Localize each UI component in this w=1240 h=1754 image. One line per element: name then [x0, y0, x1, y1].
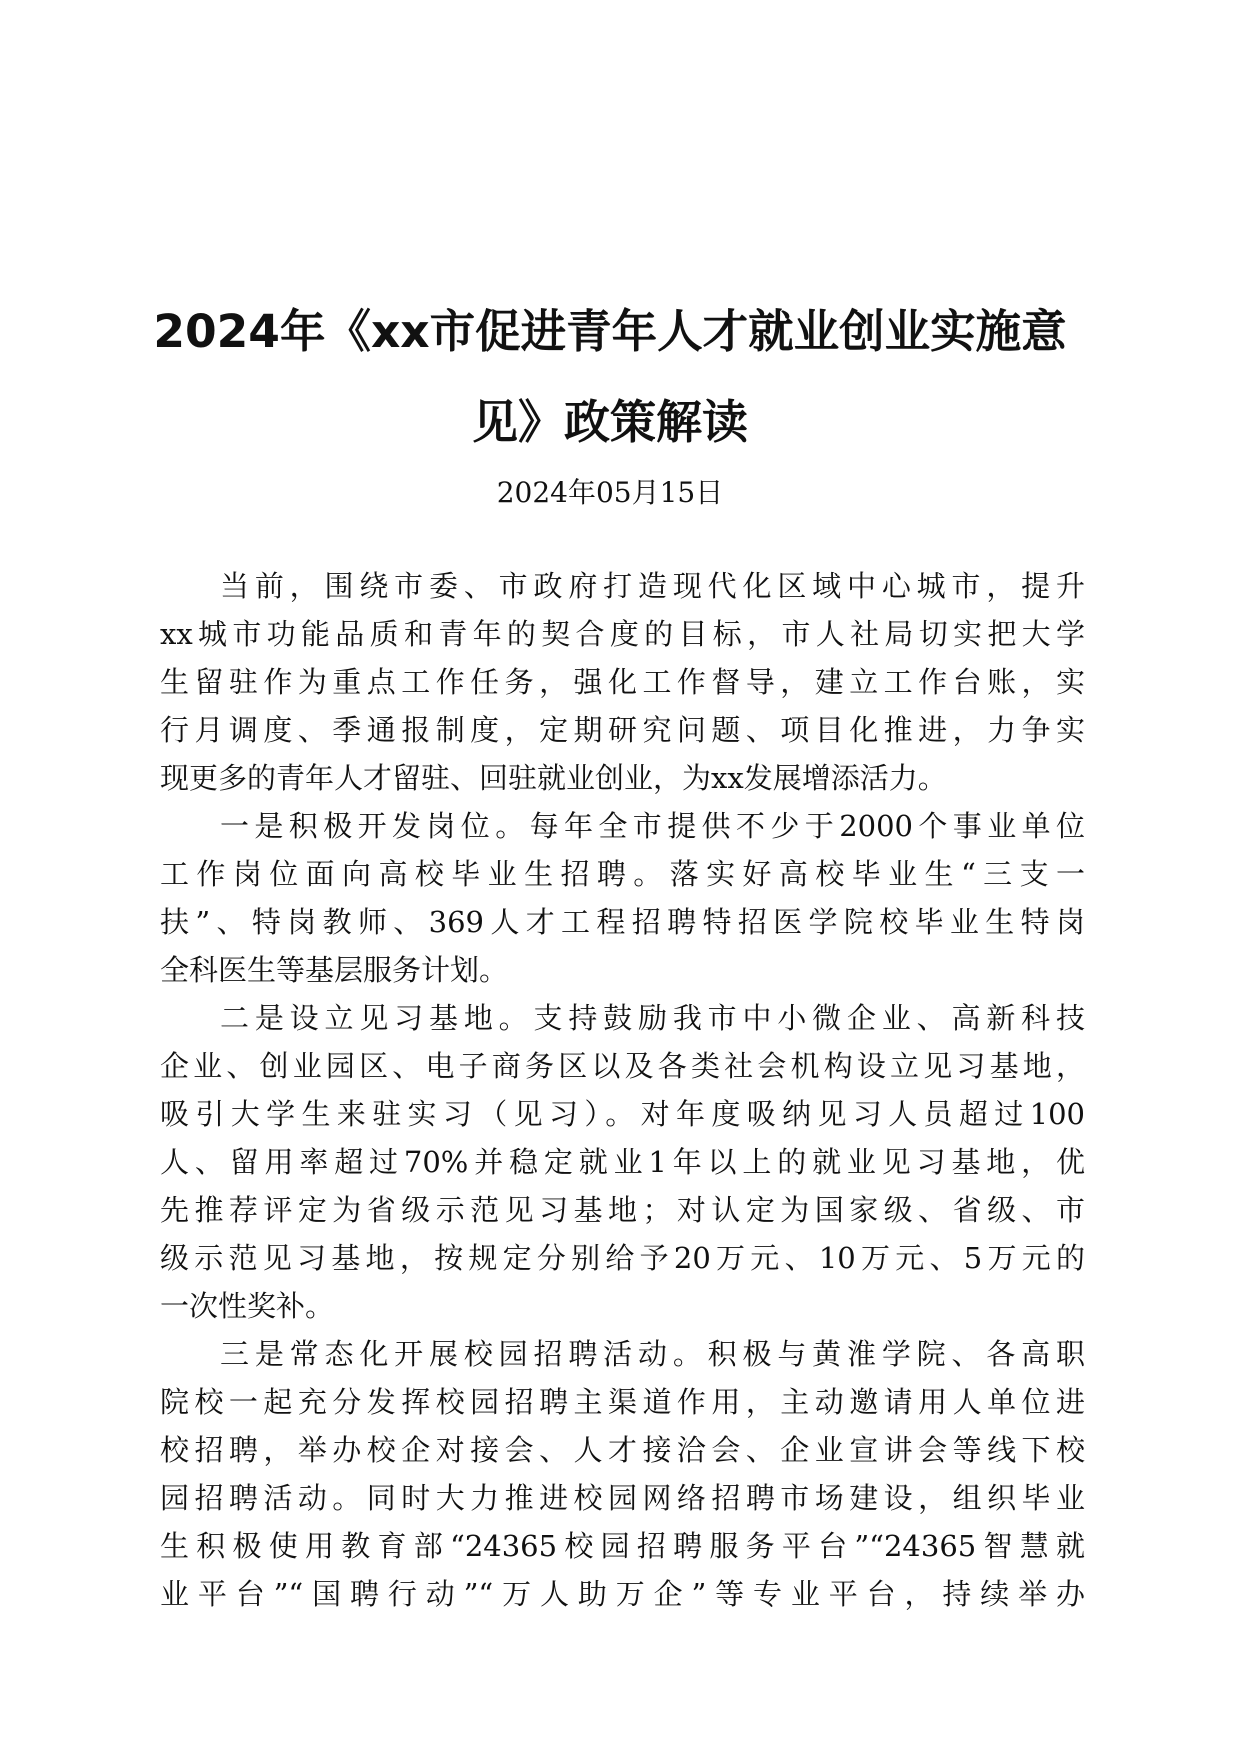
text-line: 三是常态化开展校园招聘活动。积极与黄淮学院、各高职 [220, 1337, 1085, 1371]
publish-date: 2024年05月15日 [496, 476, 724, 509]
text-line: 全科医生等基层服务计划。 [160, 953, 509, 987]
text-line: 人、留用率超过70%并稳定就业1年以上的就业见习基地，优 [160, 1145, 1085, 1179]
text-line: 吸引大学生来驻实习（见习）。对年度吸纳见习人员超过100 [160, 1097, 1085, 1131]
text-line: 扶”、特岗教师、369人才工程招聘特招医学院校毕业生特岗 [160, 905, 1085, 939]
text-line: 园招聘活动。同时大力推进校园网络招聘市场建设，组织毕业 [160, 1481, 1085, 1515]
text-line: 工作岗位面向高校毕业生招聘。落实好高校毕业生“三支一 [160, 857, 1085, 891]
paragraph [160, 994, 1085, 1330]
document-title-line-2: 见》政策解读 [472, 395, 748, 449]
document-body [160, 562, 1085, 1618]
paragraph [160, 1330, 1085, 1618]
paragraph [160, 562, 1085, 802]
text-line: 级示范见习基地，按规定分别给予20万元、10万元、5万元的 [160, 1241, 1085, 1275]
text-line: 生积极使用教育部“24365校园招聘服务平台”“24365智慧就 [160, 1529, 1085, 1563]
text-line: 业平台”“国聘行动”“万人助万企”等专业平台，持续举办 [160, 1577, 1085, 1611]
paragraph [160, 802, 1085, 994]
text-line: 校招聘，举办校企对接会、人才接洽会、企业宣讲会等线下校 [160, 1433, 1085, 1467]
text-line: 行月调度、季通报制度，定期研究问题、项目化推进，力争实 [160, 713, 1085, 747]
text-line: 院校一起充分发挥校园招聘主渠道作用，主动邀请用人单位进 [160, 1385, 1085, 1419]
text-line: 现更多的青年人才留驻、回驻就业创业，为xx发展增添活力。 [160, 761, 947, 795]
document-title-line-1: 2024年《xx市促进青年人才就业创业实施意 [153, 305, 1067, 358]
text-line: 一是积极开发岗位。每年全市提供不少于2000个事业单位 [220, 809, 1085, 843]
text-line: 企业、创业园区、电子商务区以及各类社会机构设立见习基地， [160, 1049, 1085, 1083]
text-line: 二是设立见习基地。支持鼓励我市中小微企业、高新科技 [220, 1001, 1085, 1035]
text-line: 当前，围绕市委、市政府打造现代化区域中心城市，提升 [220, 569, 1085, 603]
text-line: 一次性奖补。 [160, 1289, 335, 1323]
text-line: xx城市功能品质和青年的契合度的目标，市人社局切实把大学 [160, 617, 1085, 651]
text-line: 生留驻作为重点工作任务，强化工作督导，建立工作台账，实 [160, 665, 1085, 699]
text-line: 先推荐评定为省级示范见习基地；对认定为国家级、省级、市 [160, 1193, 1085, 1227]
